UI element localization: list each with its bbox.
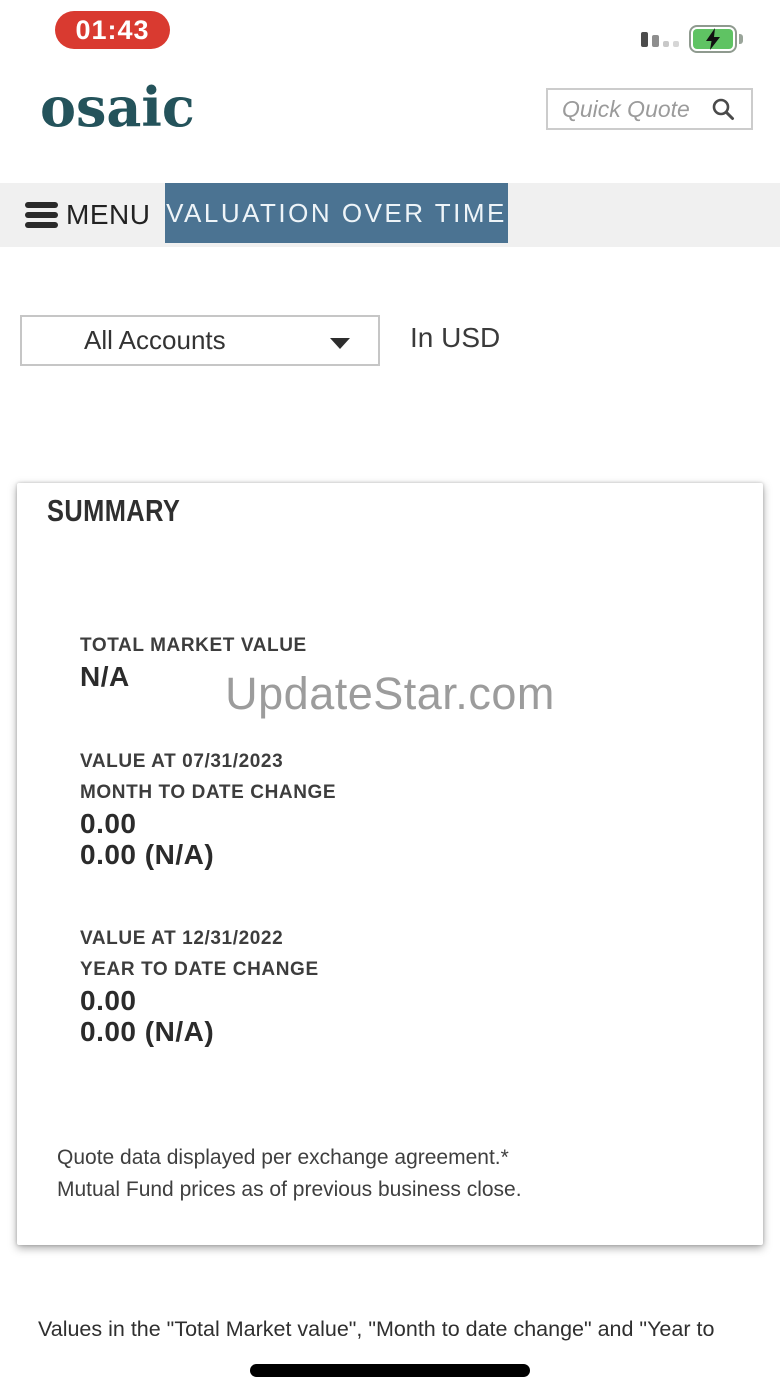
search-icon[interactable]: [706, 97, 740, 121]
watermark-text: UpdateStar.com: [225, 668, 555, 719]
active-tab-label: VALUATION OVER TIME: [166, 197, 507, 228]
tab-valuation-over-time[interactable]: [165, 183, 508, 243]
month-to-date-change-value: 0.00 (N/A): [80, 839, 215, 870]
account-select-value: All Accounts: [84, 325, 226, 355]
search-input[interactable]: [548, 90, 706, 128]
home-indicator-bar[interactable]: [250, 1364, 530, 1377]
total-market-value: N/A: [80, 661, 130, 692]
status-time: 01:43: [75, 14, 150, 45]
signal-dot-icon: [673, 41, 679, 47]
battery-nub: [739, 34, 743, 44]
month-to-date-change-label: MONTH TO DATE CHANGE: [80, 782, 337, 803]
signal-dot-icon: [663, 41, 669, 47]
year-to-date-change-value: 0.00 (N/A): [80, 1016, 215, 1047]
lightning-bolt-icon: [705, 28, 721, 50]
menu-label: MENU: [66, 199, 151, 230]
values-disclaimer-text: Values in the "Total Market value", "Month to date change" and "Year to: [38, 1317, 715, 1341]
total-market-value-label: TOTAL MARKET VALUE: [80, 635, 307, 656]
footnote-quote-data: Quote data displayed per exchange agreement.*: [57, 1146, 509, 1169]
hamburger-icon: [25, 202, 58, 228]
menu-button[interactable]: [25, 183, 150, 247]
battery-charging-icon: [689, 25, 737, 53]
chevron-down-icon: [330, 338, 350, 349]
signal-bar-icon: [652, 35, 659, 47]
signal-strength-icon: [641, 30, 683, 47]
osaic-logo: osaic: [40, 75, 195, 139]
nav-bar: [0, 183, 780, 247]
summary-card-title: SUMMARY: [47, 493, 181, 528]
year-to-date-value: 0.00: [80, 985, 137, 1016]
account-select-dropdown[interactable]: [20, 315, 380, 366]
battery-fill: [693, 29, 733, 49]
status-time-pill: [55, 11, 170, 49]
signal-bar-icon: [641, 32, 648, 47]
summary-card: [17, 483, 763, 1245]
value-at-date-label: VALUE AT 12/31/2022: [80, 928, 284, 949]
year-to-date-change-label: YEAR TO DATE CHANGE: [80, 959, 319, 980]
currency-label: In USD: [410, 322, 501, 353]
quick-quote-search[interactable]: [546, 88, 753, 130]
month-to-date-value: 0.00: [80, 808, 137, 839]
footnote-mutual-fund: Mutual Fund prices as of previous business close.: [57, 1178, 522, 1201]
value-at-date-label: VALUE AT 07/31/2023: [80, 751, 284, 772]
